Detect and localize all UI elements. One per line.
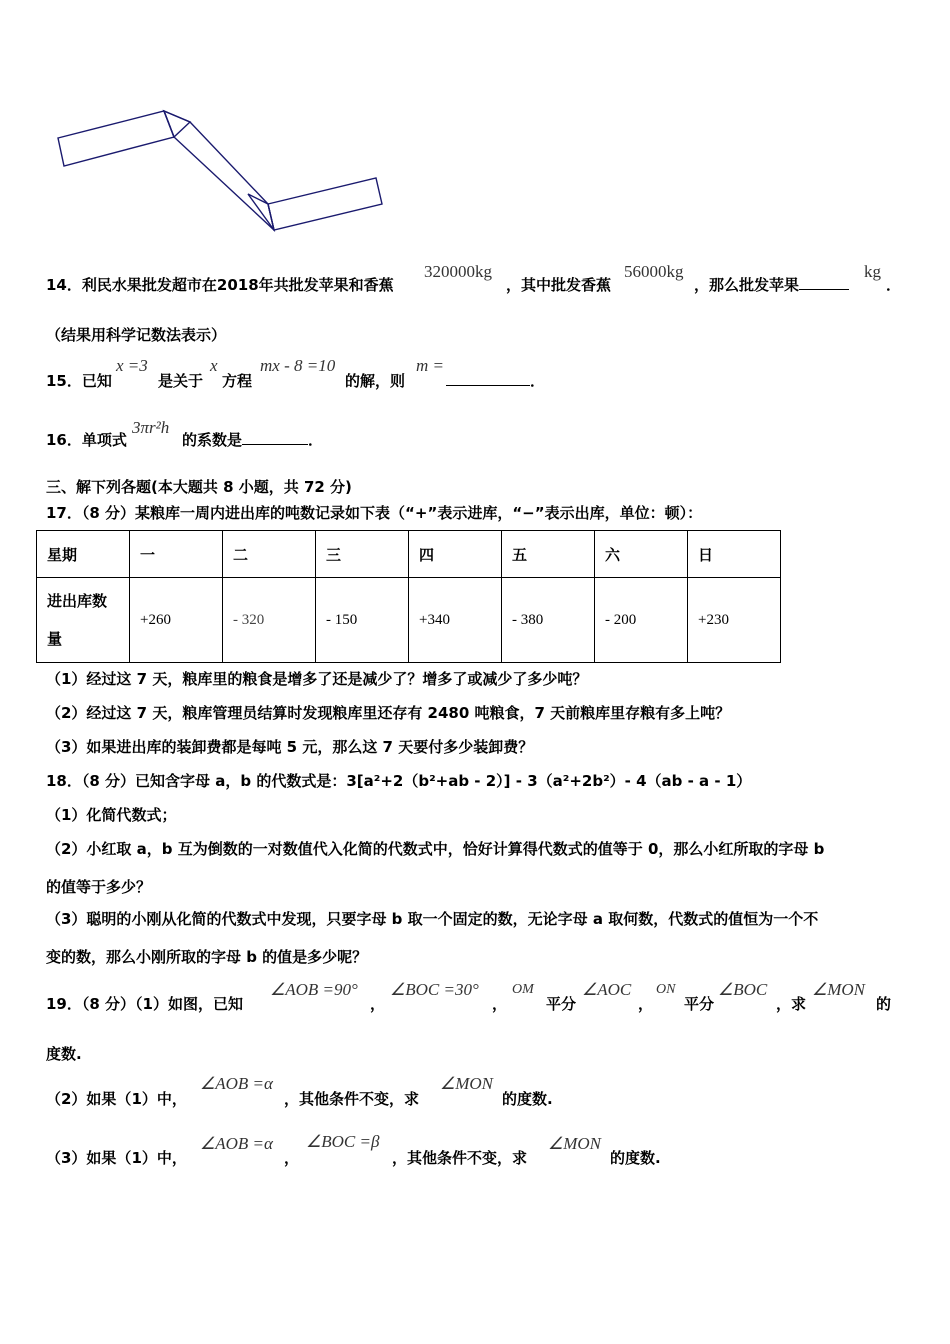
q19-p3-m2: ∠BOC =β [306, 1132, 380, 1151]
q18-stem: 18．（8 分）已知含字母 a，b 的代数式是：3[a²+2（b²+ab - 2）] - 3（a²+2b²）- 4（ab - a - 1） [46, 772, 752, 790]
q19-p2-m2: ∠MON [440, 1074, 494, 1093]
q14-text2: 年共批发苹果和香蕉 [258, 276, 394, 294]
q14-line [46, 274, 394, 295]
q14-unit: kg [864, 262, 881, 281]
q18-p1: （1）化简代数式； [46, 806, 177, 824]
q19-pingfen2: 平分 [684, 995, 715, 1013]
q16-answer-blank[interactable] [242, 430, 308, 445]
q17-p1: （1）经过这 7 天，粮库里的粮食是增多了还是减少了？增多了或减少了多少吨？ [46, 670, 588, 688]
section3-title: 三、解下列各题(本大题共 8 小题，共 72 分) [46, 478, 352, 496]
q18-p2a: （2）小红取 a，b 互为倒数的一对数值代入化简的代数式中，恰好计算得代数式的值等于 0，那么小红所取的字母 b [46, 840, 825, 858]
q15-t1: 已知 [81, 372, 112, 390]
q19-p3-t3: 的度数. [610, 1149, 661, 1167]
q14-banana: 56000kg [624, 262, 684, 281]
q15-t2: 是关于 [158, 372, 204, 390]
q19-p2-m1: ∠AOB =α [200, 1074, 273, 1093]
table-header-label: 星期 [37, 531, 130, 578]
q15-num: 15． [46, 372, 82, 390]
q19-comma: ， [370, 995, 386, 1013]
q16-a [46, 429, 127, 450]
table-value: +260 [130, 578, 223, 663]
q15-a [46, 370, 112, 391]
q15-t3: 方程 [222, 372, 253, 390]
q19-qiu: ，求 [776, 995, 807, 1013]
q15-m1: x =3 [116, 356, 148, 375]
q15-answer-blank[interactable] [446, 371, 530, 386]
q17-p2: （2）经过这 7 天，粮库管理员结算时发现粮库里还存有 2480 吨粮食，7 天前粮库里存粮有多上吨？ [46, 704, 731, 722]
table-value: - 200 [595, 578, 688, 663]
q19-aoc: ∠AOC [582, 980, 632, 999]
q17-stem: 17．（8 分）某粮库一周内进出库的吨数记录如下表（“+”表示进库，“−”表示出库，单位：顿）： [46, 504, 703, 522]
q18-p2b: 的值等于多少？ [46, 878, 152, 896]
q19-comma: ， [284, 1149, 300, 1167]
q14-text1: 利民水果批发超市在 [81, 276, 217, 294]
q15-m3: mx - 8 =10 [260, 356, 336, 375]
q19-comma: ， [638, 995, 654, 1013]
strip-right-segment [268, 178, 382, 230]
q14-answer-blank[interactable] [799, 275, 849, 290]
table-day: 二 [223, 531, 316, 578]
q15-t4: 的解，则 [345, 372, 406, 390]
table-value: - 320 [223, 578, 316, 663]
table-row-label-1: 进出库数 [47, 592, 108, 610]
q14-num: 14． [46, 276, 82, 294]
q19-line2: 度数. [46, 1045, 82, 1063]
q14-year: 2018 [216, 276, 259, 294]
table-value: - 150 [316, 578, 409, 663]
table-day: 日 [688, 531, 781, 578]
q19-mon: ∠MON [812, 980, 866, 999]
q14-note: （结果用科学记数法表示） [46, 326, 227, 344]
table-value: +230 [688, 578, 781, 663]
table-header-row [37, 531, 781, 578]
table-day: 六 [595, 531, 688, 578]
q17-p3: （3）如果进出库的装卸费都是每吨 5 元，那么这 7 天要付多少装卸费？ [46, 738, 534, 756]
q16-num: 16． [46, 431, 82, 449]
q16-tail [182, 429, 323, 450]
q19-p3-m1: ∠AOB =α [200, 1134, 273, 1153]
q16-t2: 的系数是 [182, 431, 243, 449]
strip-fold-right [248, 194, 274, 230]
q14-text3: ，其中批发香蕉 [506, 276, 612, 294]
q15-tail [446, 370, 545, 391]
q19-boc2: ∠BOC [718, 980, 768, 999]
q19-om: OM [512, 982, 534, 997]
table-value: - 380 [502, 578, 595, 663]
table-day: 一 [130, 531, 223, 578]
q19-num: 19．（8 分）（1）如图，已知 [46, 995, 243, 1013]
table-value: +340 [409, 578, 502, 663]
q17-table [36, 530, 781, 663]
q14-end: ． [886, 276, 902, 294]
q19-boc: ∠BOC =30° [390, 980, 479, 999]
strip-left-segment [58, 111, 174, 166]
q19-p2-t3: 的度数. [502, 1090, 553, 1108]
q18-p3a: （3）聪明的小刚从化简的代数式中发现，只要字母 b 取一个固定的数，无论字母 a 取何数，代数式的值恒为一个不 [46, 910, 819, 928]
table-value-row [37, 578, 781, 663]
table-row-label [37, 578, 130, 663]
q19-p3-t1: （3）如果（1）中， [46, 1149, 187, 1167]
q19-p2-t1: （2）如果（1）中， [46, 1090, 187, 1108]
q16-end: ． [308, 431, 324, 449]
q19-aob: ∠AOB =90° [270, 980, 358, 999]
table-row-label-2: 量 [47, 630, 63, 648]
q19-de: 的 [876, 995, 892, 1013]
table-day: 五 [502, 531, 595, 578]
q19-p2-t2: ，其他条件不变，求 [284, 1090, 420, 1108]
q16-t1: 单项式 [81, 431, 127, 449]
q19-comma: ， [492, 995, 508, 1013]
q15-m4: m = [416, 356, 444, 375]
table-day: 三 [316, 531, 409, 578]
q14-text4: ，那么批发苹果 [694, 276, 800, 294]
table-day: 四 [409, 531, 502, 578]
q18-p3b: 变的数，那么小刚所取的字母 b 的值是多少呢？ [46, 948, 368, 966]
q19-pingfen1: 平分 [546, 995, 577, 1013]
q14-text4-line [694, 274, 849, 295]
q14-total: 320000kg [424, 262, 492, 281]
strip-fold-left [164, 111, 190, 137]
bent-strip-figure [50, 100, 390, 240]
q19-on: ON [656, 982, 676, 997]
strip-middle-segment [164, 111, 274, 230]
q15-m2: x [210, 356, 218, 375]
q19-p3-m3: ∠MON [548, 1134, 602, 1153]
q19-p3-t2: ，其他条件不变，求 [392, 1149, 528, 1167]
q16-m1: 3πr²h [132, 418, 170, 437]
q15-end: ． [530, 372, 546, 390]
